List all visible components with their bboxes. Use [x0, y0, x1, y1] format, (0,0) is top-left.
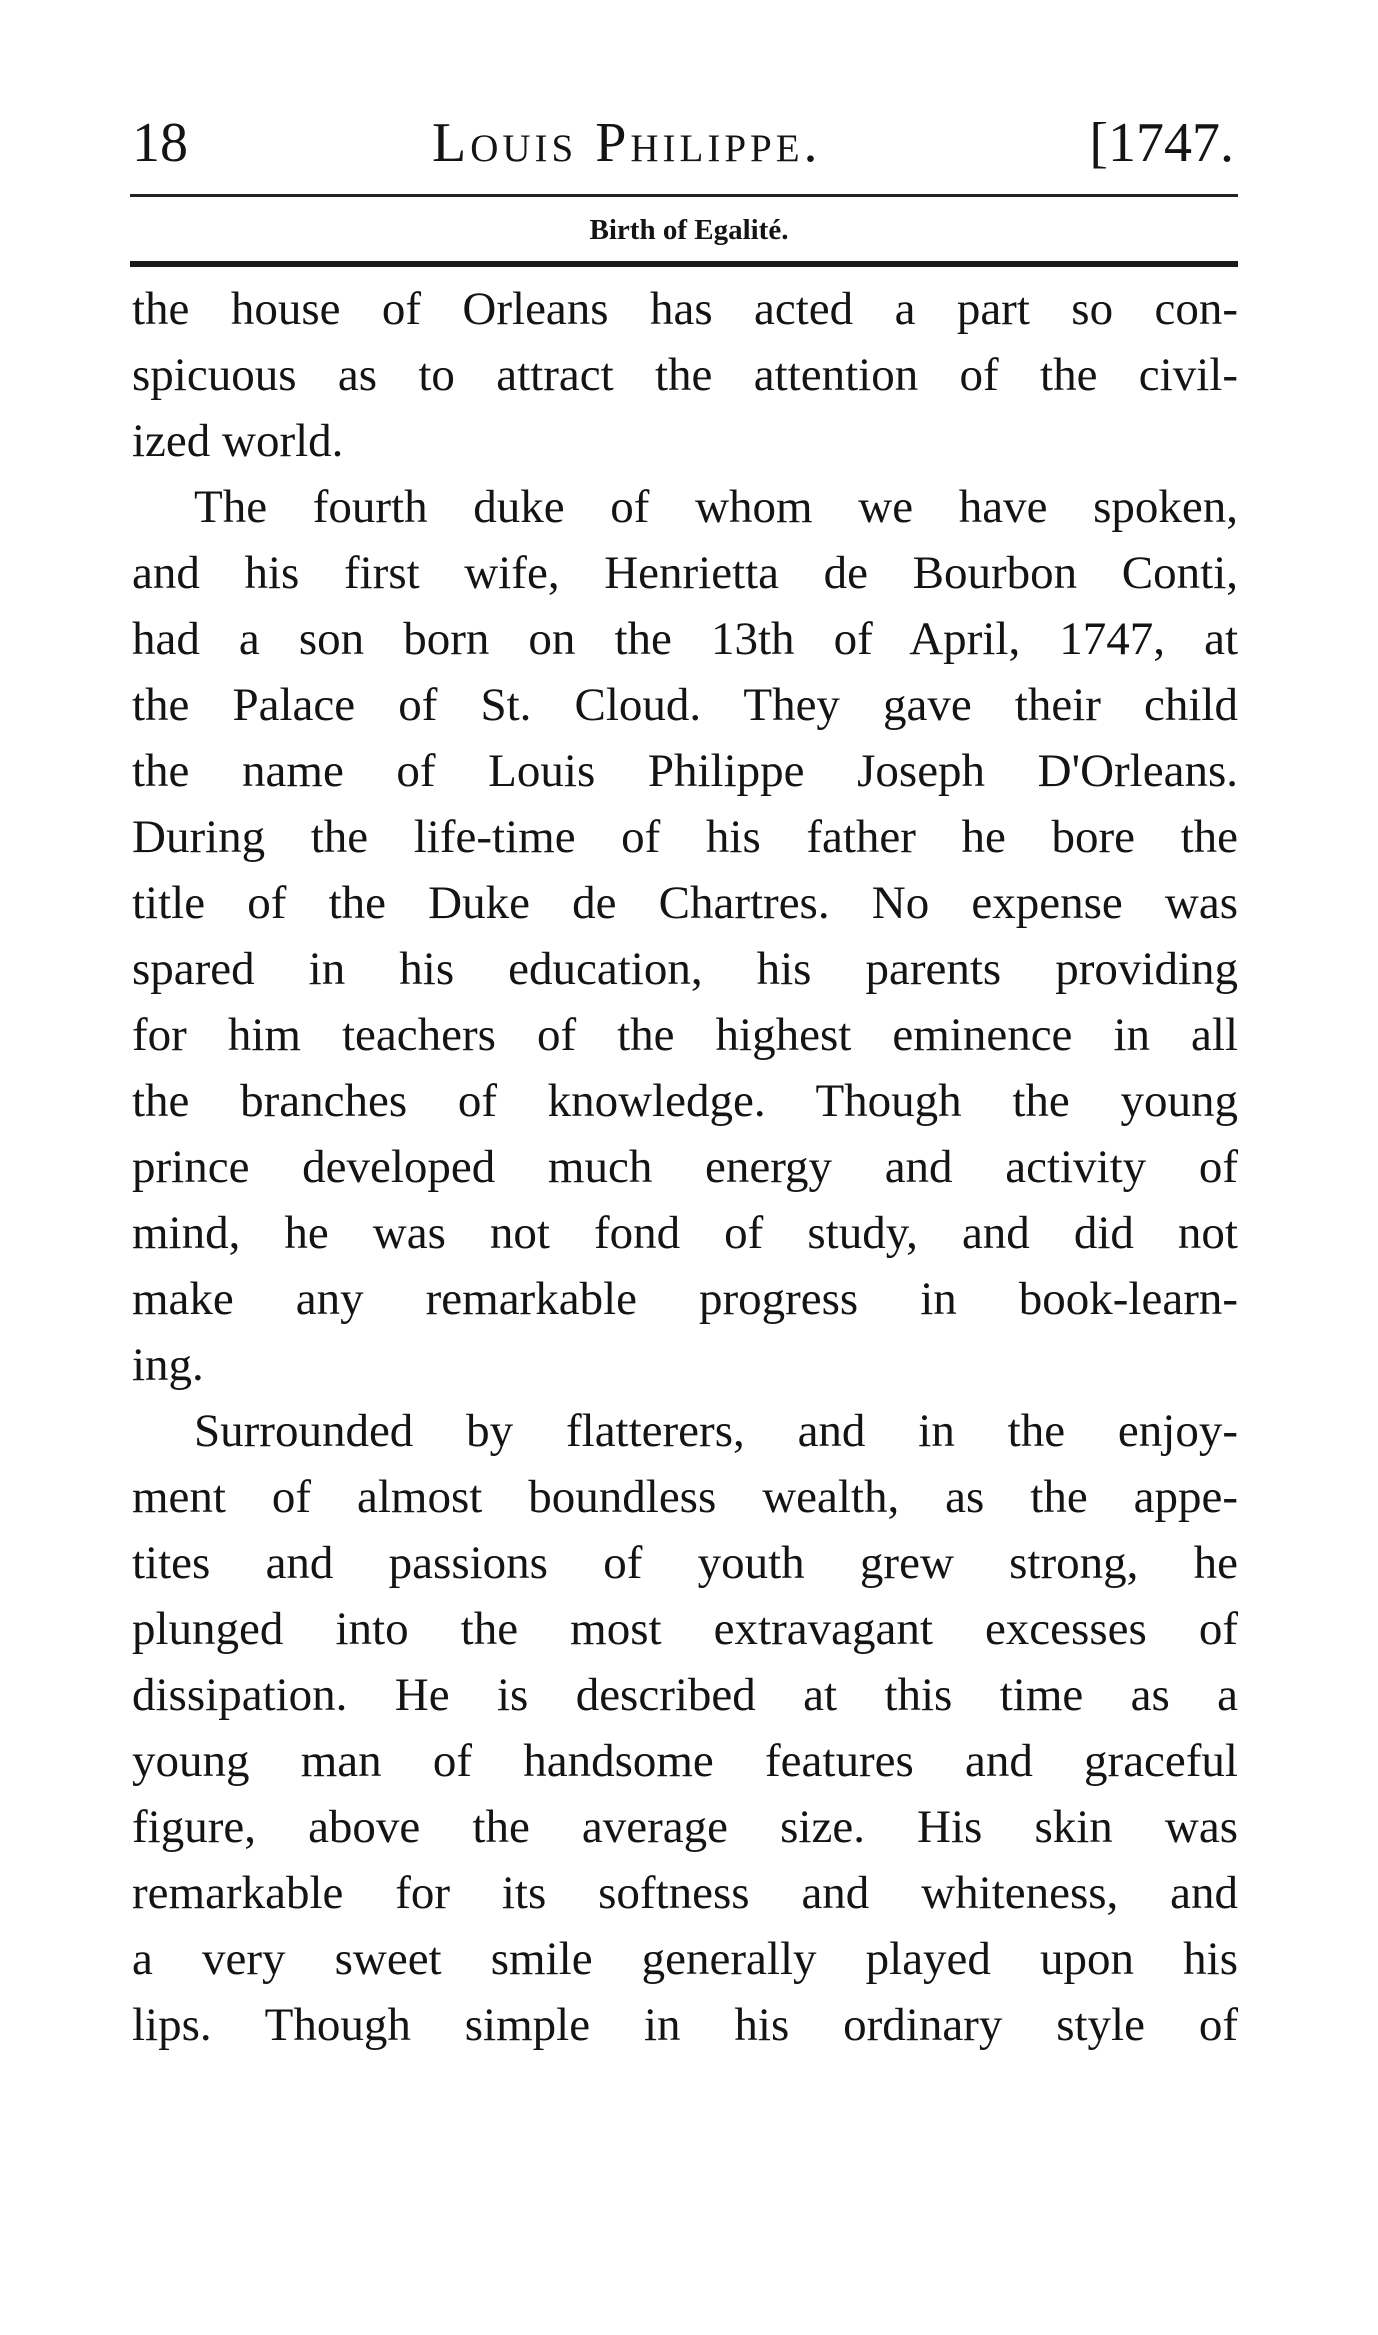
section-subheading: Birth of Egalité.	[589, 214, 789, 246]
text-line: figure, above the average size. His skin was	[132, 1801, 1238, 1853]
text-line: make any remarkable progress in book-learn-	[132, 1273, 1238, 1325]
body-text	[132, 276, 1238, 2058]
text-line: the house of Orleans has acted a part so con-	[132, 283, 1238, 335]
text-line: ized world.	[132, 415, 344, 467]
text-line: ing.	[132, 1339, 204, 1391]
header-rule	[130, 194, 1238, 197]
text-line: plunged into the most extravagant excesses of	[132, 1603, 1238, 1655]
text-line: and his first wife, Henrietta de Bourbon Conti,	[132, 547, 1238, 599]
header-year: [1747.	[1089, 112, 1234, 174]
text-line: Surrounded by flatterers, and in the enjoy-	[194, 1405, 1238, 1457]
text-line: a very sweet smile generally played upon his	[132, 1933, 1238, 1985]
text-line: spared in his education, his parents providing	[132, 943, 1238, 995]
text-line: spicuous as to attract the attention of the civil-	[132, 349, 1238, 401]
subheading-rule	[130, 261, 1238, 267]
text-line: tites and passions of youth grew strong, he	[132, 1537, 1238, 1589]
text-line: young man of handsome features and graceful	[132, 1735, 1238, 1787]
text-line: title of the Duke de Chartres. No expense was	[132, 877, 1238, 929]
text-line: the branches of knowledge. Though the young	[132, 1075, 1238, 1127]
page-header	[132, 108, 1234, 178]
text-line: lips. Though simple in his ordinary style of	[132, 1999, 1238, 2051]
text-line: mind, he was not fond of study, and did not	[132, 1207, 1238, 1259]
running-title: Louis Philippe.	[432, 112, 822, 174]
text-line: for him teachers of the highest eminence in all	[132, 1009, 1238, 1061]
text-line: the name of Louis Philippe Joseph D'Orleans.	[132, 745, 1238, 797]
text-line: prince developed much energy and activity of	[132, 1141, 1238, 1193]
text-line: During the life-time of his father he bore the	[132, 811, 1238, 863]
text-line: had a son born on the 13th of April, 1747, at	[132, 613, 1238, 665]
text-line: ment of almost boundless wealth, as the appe-	[132, 1471, 1238, 1523]
text-line: remarkable for its softness and whiteness, and	[132, 1867, 1238, 1919]
text-line: The fourth duke of whom we have spoken,	[194, 481, 1238, 533]
page-number: 18	[132, 112, 188, 174]
text-line: dissipation. He is described at this time as a	[132, 1669, 1238, 1721]
text-line: the Palace of St. Cloud. They gave their child	[132, 679, 1238, 731]
